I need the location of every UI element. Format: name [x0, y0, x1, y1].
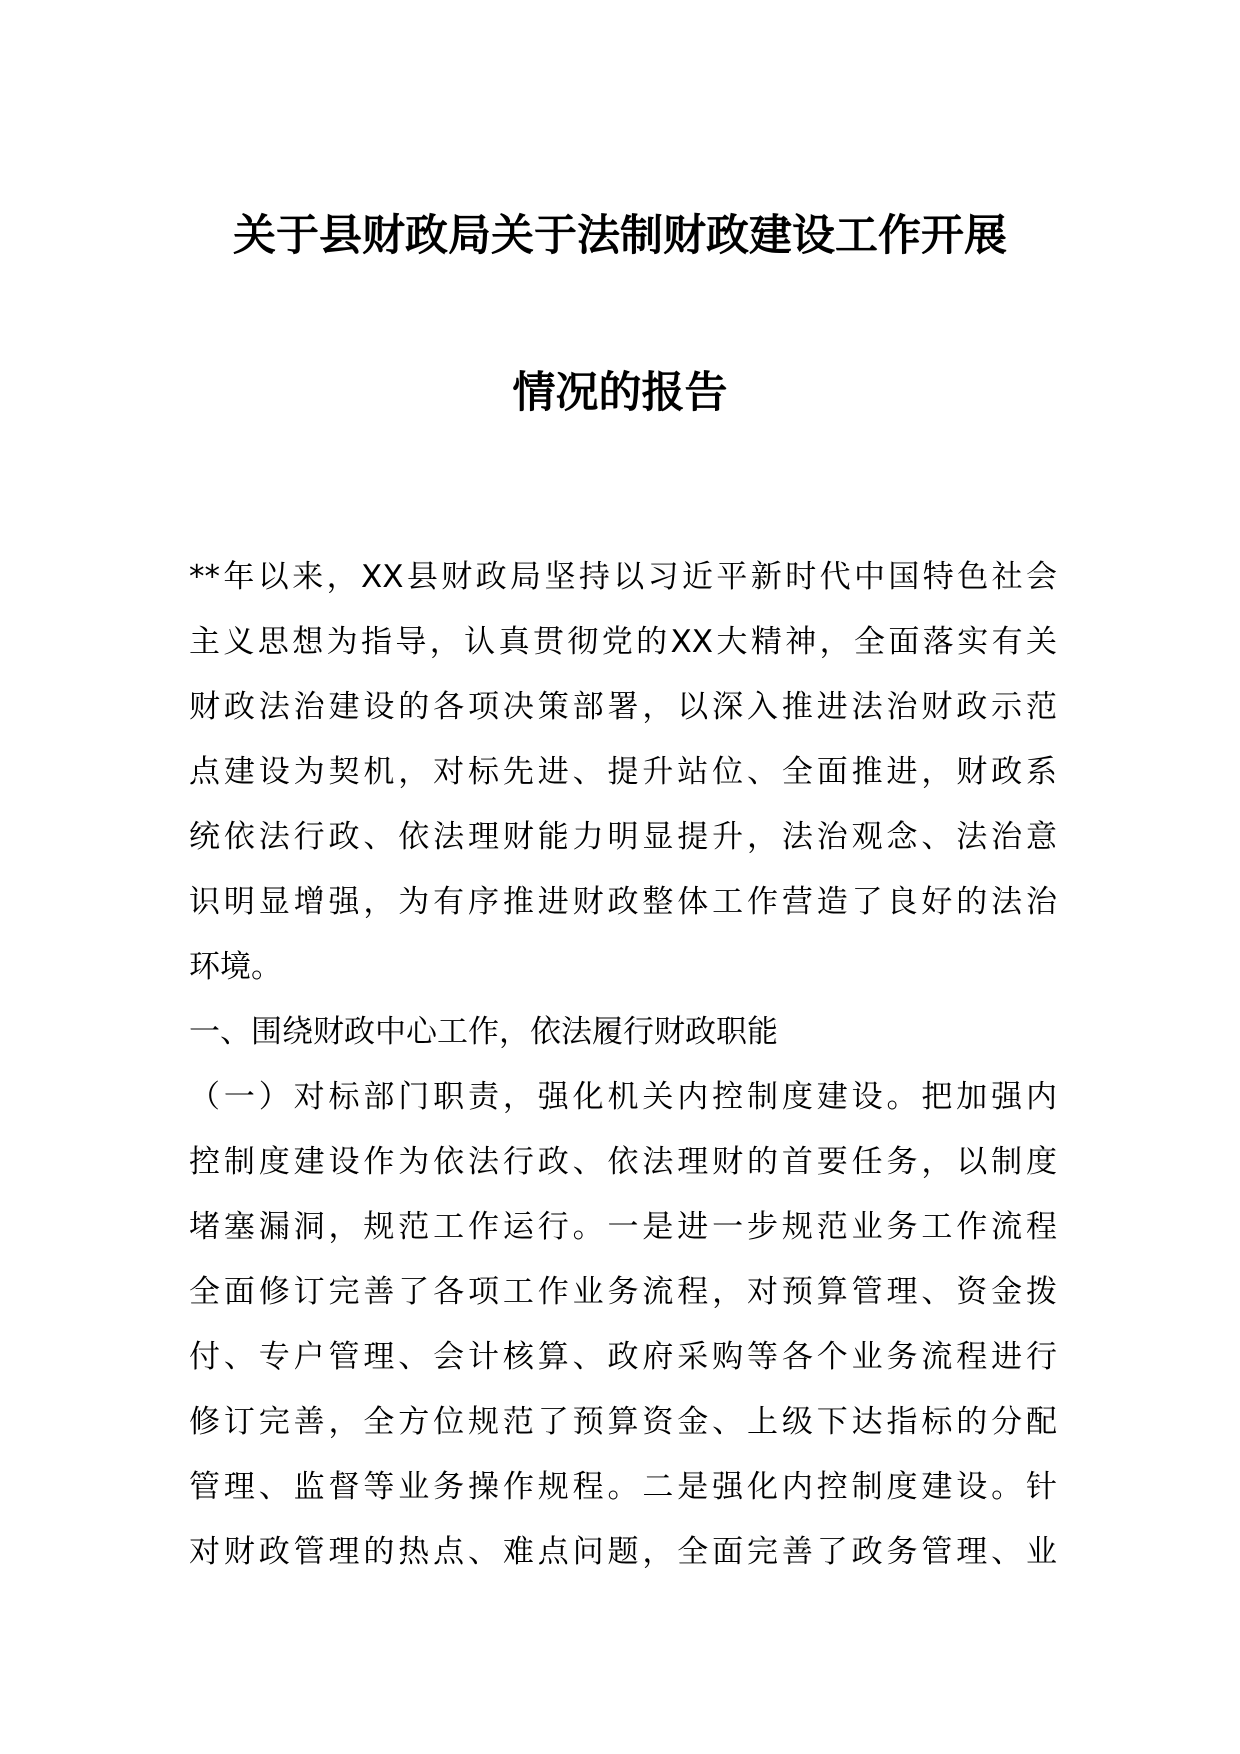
section-heading	[189, 1000, 1057, 1065]
text-line: 识明显增强，为有序推进财政整体工作营造了良好的法治	[189, 884, 1057, 920]
text-line: 点建设为契机，对标先进、提升站位、全面推进，财政系	[189, 754, 1057, 790]
document-body	[189, 545, 1057, 1585]
text-line: 环境。	[189, 949, 282, 985]
text-line: 修订完善，全方位规范了预算资金、上级下达指标的分配	[189, 1404, 1057, 1440]
section-heading-text: 一、围绕财政中心工作，依法履行财政职能	[189, 1014, 778, 1050]
text-line: 主义思想为指导，认真贯彻党的XX大精神，全面落实有关	[189, 624, 1057, 660]
text-line: 管理、监督等业务操作规程。二是强化内控制度建设。针	[189, 1469, 1057, 1505]
text-line: （一）对标部门职责，强化机关内控制度建设。把加强内	[189, 1079, 1057, 1115]
text-line: 对财政管理的热点、难点问题，全面完善了政务管理、业	[189, 1534, 1057, 1570]
text-line: **年以来，XX县财政局坚持以习近平新时代中国特色社会	[189, 559, 1057, 595]
text-line: 财政法治建设的各项决策部署，以深入推进法治财政示范	[189, 689, 1057, 725]
text-line: 统依法行政、依法理财能力明显提升，法治观念、法治意	[189, 819, 1057, 855]
subsection-paragraph	[189, 1065, 1057, 1585]
text-line: 控制度建设作为依法行政、依法理财的首要任务，以制度	[189, 1144, 1057, 1180]
intro-paragraph	[189, 545, 1057, 1000]
text-line: 付、专户管理、会计核算、政府采购等各个业务流程进行	[189, 1339, 1057, 1375]
text-line: 全面修订完善了各项工作业务流程，对预算管理、资金拨	[189, 1274, 1057, 1310]
document-title-line-2: 情况的报告	[512, 368, 728, 418]
text-line: 堵塞漏洞，规范工作运行。一是进一步规范业务工作流程	[189, 1209, 1057, 1245]
document-title-line-1: 关于县财政局关于法制财政建设工作开展	[233, 211, 1007, 261]
